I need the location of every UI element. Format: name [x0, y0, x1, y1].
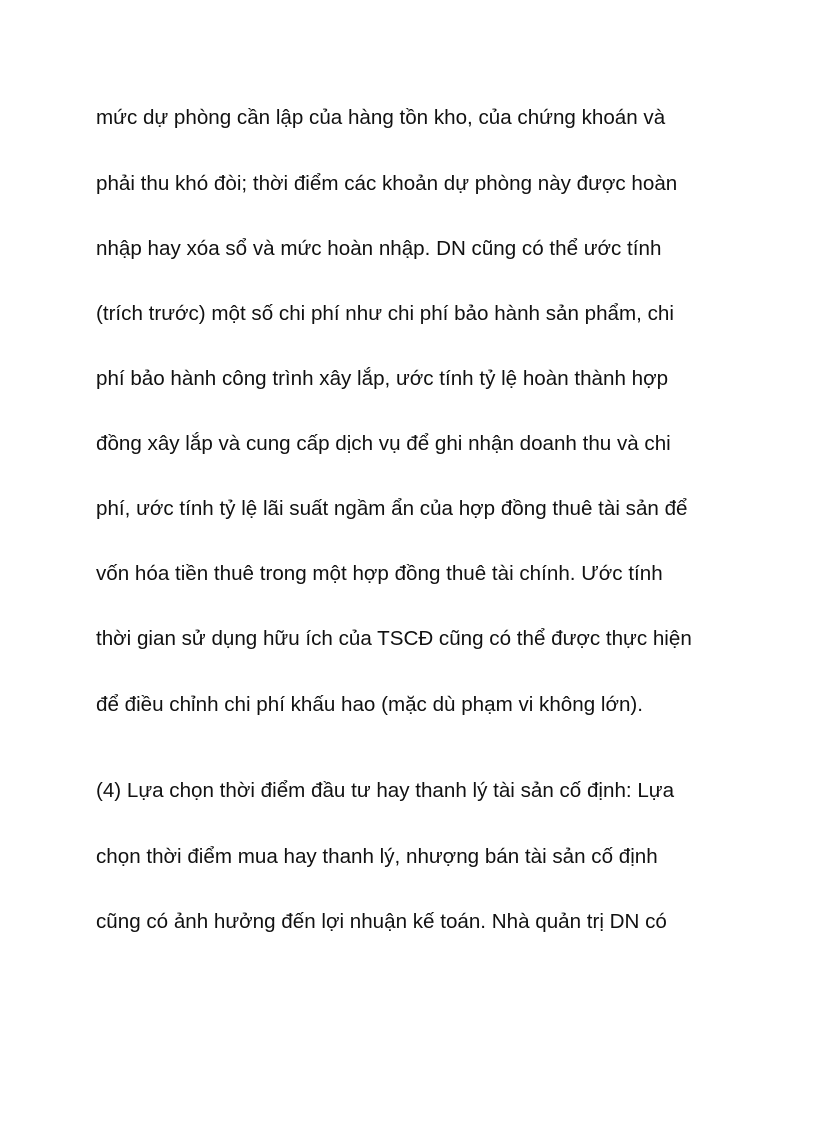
paragraph-line: vốn hóa tiền thuê trong một hợp đồng thuê tài chính. Ước tính [96, 562, 663, 585]
paragraph-line: thời gian sử dụng hữu ích của TSCĐ cũng có thể được thực hiện [96, 627, 692, 650]
paragraph-line: để điều chỉnh chi phí khấu hao (mặc dù phạm vi không lớn). [96, 693, 643, 716]
paragraph-line: mức dự phòng cần lập của hàng tồn kho, của chứng khoán và [96, 106, 666, 129]
paragraph-line: phí, ước tính tỷ lệ lãi suất ngầm ẩn của hợp đồng thuê tài sản để [96, 497, 688, 520]
paragraph-line: phải thu khó đòi; thời điểm các khoản dự phòng này được hoàn [96, 172, 678, 195]
paragraph-line: cũng có ảnh hưởng đến lợi nhuận kế toán. Nhà quản trị DN có [96, 910, 667, 933]
paragraph-line: chọn thời điểm mua hay thanh lý, nhượng bán tài sản cố định [96, 845, 658, 868]
paragraph-line: (trích trước) một số chi phí như chi phí bảo hành sản phẩm, chi [96, 302, 674, 325]
paragraph-line: phí bảo hành công trình xây lắp, ước tính tỷ lệ hoàn thành hợp [96, 367, 669, 390]
paragraph-line: (4) Lựa chọn thời điểm đầu tư hay thanh lý tài sản cố định: Lựa [96, 779, 675, 802]
paragraph-line: đồng xây lắp và cung cấp dịch vụ để ghi nhận doanh thu và chi [96, 432, 671, 455]
paragraph-line: nhập hay xóa sổ và mức hoàn nhập. DN cũng có thể ước tính [96, 237, 662, 260]
